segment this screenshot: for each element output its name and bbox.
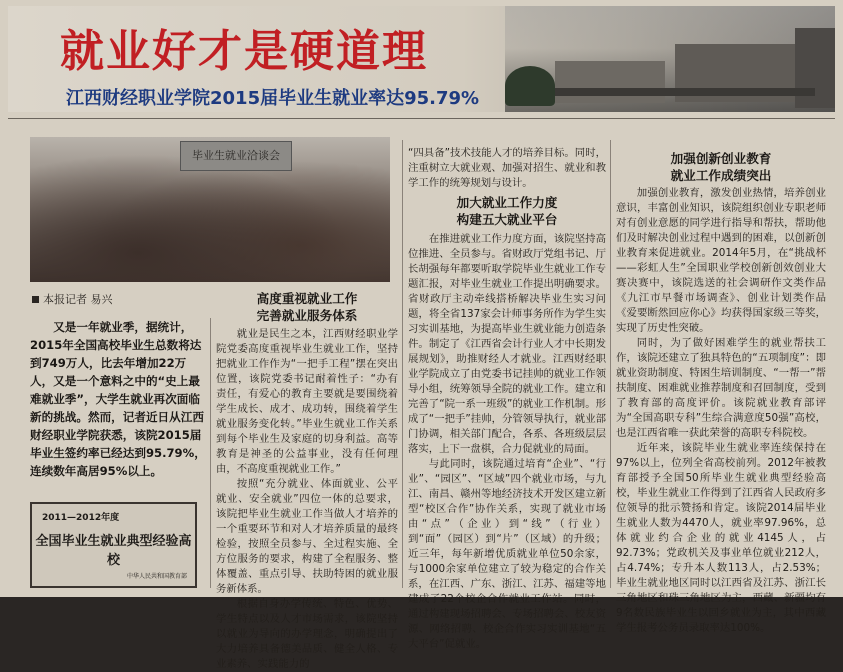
section-heading: 加强创新创业教育 就业工作成绩突出 bbox=[670, 151, 772, 183]
paragraph: 同时，为了做好困难学生的就业帮扶工作，该院还建立了独具特色的“五项制度”：即就业资助制度、特困生培训制度、“一帮一”帮扶制度、困难就业推荐制度和召回制度，受到了教育部的高度评价。该院就业教育部评为“全国高职专科”生综合满意度50强”高校，也是江西省唯一获此荣誉的高职专科院校。 bbox=[616, 337, 826, 439]
campus-photo bbox=[505, 6, 835, 112]
job-fair-banner: 毕业生就业洽谈会 bbox=[180, 141, 292, 171]
photo-caption bbox=[32, 291, 113, 307]
paragraph: 加强创业教育，激发创业热情，培养创业意识，丰富创业知识，该院组织创业专职老师对有创业意愿的同学进行指导和帮扶，帮助他们及时解决创业过程中遇到的困难，以创新创业教育来促进就业。2014年5月，在“挑战杯——彩虹人生”全国职业学校创新创效创业大赛决赛中，该院选送的社会调研作文类作品《九江市早餐市场调查》、创业计划类作品《爱要断然回应你心》均获得国家级三等奖，实现了历史性突破。 bbox=[616, 187, 826, 334]
section-heading: 高度重视就业工作 完善就业服务体系 bbox=[256, 291, 358, 323]
paragraph: 根据自身办学传统、特色、优势、学生特点以及人才市场需求，该院坚持以就业为导向的办学理念，明确提出了大力培养具备德美品质、健全人格、专业素养、实践能力的 bbox=[216, 598, 398, 670]
sub-headline: 江西财经职业学院2015届毕业生就业率达95.79% bbox=[66, 88, 480, 109]
lead-paragraph: 又是一年就业季，据统计，2015年全国高校毕业生总数将达到749万人，比去年增加22万人，又是一个意料之中的“史上最难就业季”，大学生就业再次面临新的挑战。然而，记者近日从江西财经职业学院获悉，该院2015届毕业生签约率已经达到95.79%，连续数年高居95%以上。 bbox=[30, 320, 206, 478]
caption-bullet-icon bbox=[32, 296, 39, 303]
column-divider bbox=[402, 140, 403, 588]
caption-text: 本报记者 易兴 bbox=[43, 293, 113, 306]
paragraph: 在推进就业工作力度方面，该院坚持高位推进、全员参与。省财政厅党组书记、厅长胡强每年都要听取学院毕业生就业工作专题汇报，对毕业生就业工作提出明确要求。省财政厅主动牵线搭桥解决毕业生实习问题，将全省137家会计师事务所作为学生实习实训基地，为提高毕业生就业能力创造条件。制定了《江西省会计行业人才中长期发展规划》，助推财经人才就业。江西财经职业学院成立了由党委书记挂帅的就业工作领导小组，统筹领导全院的就业工作。建立和完善了“院一系一班级”的就业工作机制。形成了“一把手”挂帅，分管领导执行，就业部门协调，相关部门配合，各系、各班级层层落实，上下一盘棋，合力促就业的局面。 bbox=[408, 233, 606, 455]
article-column-2 bbox=[216, 327, 398, 672]
article-column-3-intro bbox=[408, 146, 606, 191]
paragraph: 按照“充分就业、体面就业、公平就业、安全就业”四位一体的总要求，该院把毕业生就业工作当做人才培养的一个重要环节和对人才培养质量的最终检验，按照全员参与、全过程实施、全方位服务的要求，构建了全程服务、整体覆盖、重点引导、扶助特困的就业服务新体系。 bbox=[216, 478, 398, 595]
headline: 就业好才是硬道理 bbox=[60, 26, 428, 77]
section-heading: 加大就业工作力度 构建五大就业平台 bbox=[456, 195, 558, 227]
job-fair-photo bbox=[30, 137, 390, 282]
paragraph: 就业是民生之本，江西财经职业学院党委高度重视毕业生就业工作，坚持把就业工作作为“一把手工程”摆在突出位置，该院党委书记耐着性子：“办有责任，有爱心的教育主要就是要围绕着学生成长、成才、成功转，围绕着学生就业服务变化转。”毕业生就业工作关系到每个毕业生及家庭的切身利益。高等教育是神圣的公益事业，没有任何理由，不高度重视就业工作。” bbox=[216, 328, 398, 475]
paragraph: 近年来，该院毕业生就业率连续保持在97%以上，位列全省高校前列。2012年被教育部授予全国50所毕业生就业典型经验高校，毕业生就业工作得到了江西省人民政府多位领导的批示赞扬和肯定。该院2014届毕业生就业人数为4470人，就业率97.96%，总体就业约合企业的就业4145人，占92.73%；党政机关及事业单位就业212人，占4.74%；专升本人数113人，占2.53%；毕业生就业地区同时以江西省及江苏、浙江长三角地区和珠三角地区为主，西藏、新疆均有9名数民族毕业生以回乡就业为主，其中西藏学生报考公务员录取率达100%。 bbox=[616, 442, 826, 634]
award-plaque bbox=[30, 502, 197, 588]
header-banner bbox=[8, 6, 835, 112]
award-issuer: 中华人民共和国教育部 bbox=[126, 573, 187, 580]
header-rule bbox=[8, 118, 835, 119]
paragraph: “四具备”技术技能人才的培养目标。同时，注重树立大就业观、加强对招生、就业和教学工作的统筹规划与设计。 bbox=[408, 147, 606, 189]
award-years: 2011—2012年度 bbox=[42, 513, 120, 523]
article-column-3 bbox=[408, 232, 606, 652]
award-name: 全国毕业生就业典型经验高校 bbox=[35, 534, 192, 568]
article-column-4 bbox=[616, 186, 826, 636]
paragraph: 与此同时，该院通过培育“企业”、“行业”、“园区”、“区域”四个就业市场，与九江、南昌、赣州等地经济技术开发区建立新型“校区合作”协作关系，实现了就业市场由“点”（企业）到“线”（行业）到“面”（园区）到“片”（区域）的升级；近三年，每年新增优质就业单位50余家，与1000余家单位建立了较为稳定的合作关系，在江西、广东、浙江、江苏、福建等地建成了22个校企合作就业工作站。同时，通过构建现场招聘会、专场招聘会、校友资源、网络招聘、校企合作实习实训基地“五大平台”促就业。 bbox=[408, 458, 606, 650]
column-divider bbox=[210, 318, 211, 588]
column-divider bbox=[610, 140, 611, 588]
